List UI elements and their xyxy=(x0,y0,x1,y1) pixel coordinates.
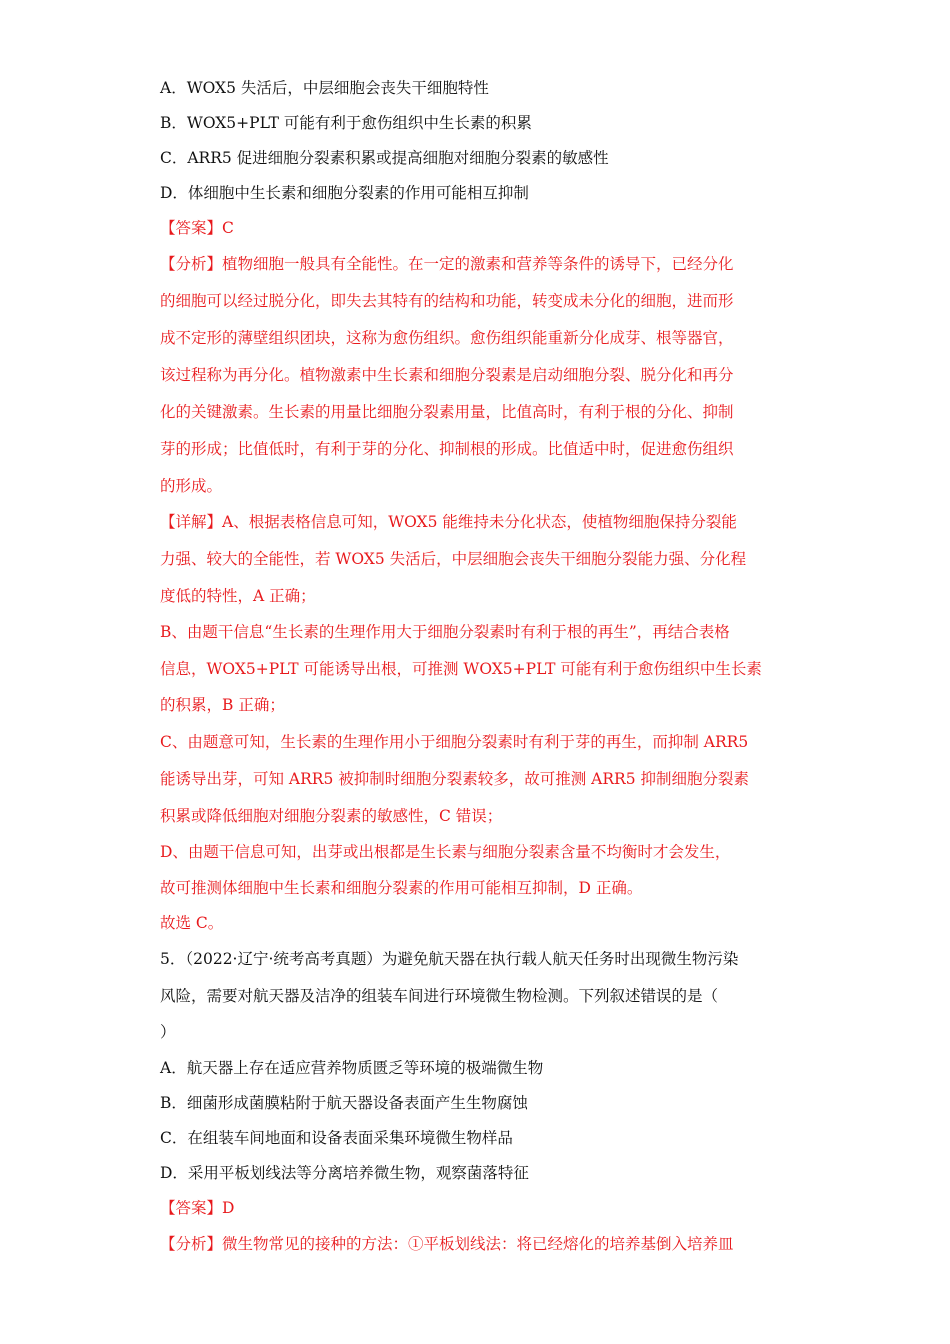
q4-option-a: A．WOX5 失活后，中层细胞会丧失干细胞特性 xyxy=(160,79,489,97)
q5-answer: 【答案】D xyxy=(160,1199,235,1217)
q4-detail-line: D、由题干信息可知，出芽或出根都是生长素与细胞分裂素含量不均衡时才会发生， xyxy=(160,843,731,861)
q5-option-c: C．在组装车间地面和设备表面采集环境微生物样品 xyxy=(160,1129,513,1147)
q5-option-a: A．航天器上存在适应营养物质匮乏等环境的极端微生物 xyxy=(160,1059,544,1077)
q4-detail-line: C、由题意可知，生长素的生理作用小于细胞分裂素时有利于芽的再生，而抑制 ARR5 xyxy=(160,733,749,751)
q4-analysis-line: 成不定形的薄壁组织团块，这称为愈伤组织。愈伤组织能重新分化成芽、根等器官， xyxy=(160,329,734,347)
q4-analysis-line: 芽的形成；比值低时，有利于芽的分化、抑制根的形成。比值适中时，促进愈伤组织 xyxy=(160,440,734,458)
q4-analysis-line: 的细胞可以经过脱分化，即失去其特有的结构和功能，转变成未分化的细胞，进而形 xyxy=(160,292,734,310)
q4-detail-line: 力强、较大的全能性，若 WOX5 失活后，中层细胞会丧失干细胞分裂能力强、分化程 xyxy=(160,550,747,568)
q4-analysis-line: 【分析】植物细胞一般具有全能性。在一定的激素和营养等条件的诱导下，已经分化 xyxy=(160,255,734,273)
q5-analysis-line: 【分析】微生物常见的接种的方法：①平板划线法：将已经熔化的培养基倒入培养皿 xyxy=(160,1235,734,1253)
q4-option-d: D．体细胞中生长素和细胞分裂素的作用可能相互抑制 xyxy=(160,184,529,202)
q4-detail-line: 的积累，B 正确； xyxy=(160,696,285,714)
q4-detail-line: B、由题干信息“生长素的生理作用大于细胞分裂素时有利于根的再生”，再结合表格 xyxy=(160,623,730,641)
q5-stem-line: 风险，需要对航天器及洁净的组装车间进行环境微生物检测。下列叙述错误的是（ xyxy=(160,987,719,1005)
q5-option-b: B．细菌形成菌膜粘附于航天器设备表面产生生物腐蚀 xyxy=(160,1094,528,1112)
q4-detail-line: 【详解】A、根据表格信息可知，WOX5 能维持未分化状态，使植物细胞保持分裂能 xyxy=(160,513,737,531)
q5-stem-line: ） xyxy=(160,1023,176,1041)
q4-analysis-line: 的形成。 xyxy=(160,477,223,495)
q4-detail-line: 积累或降低细胞对细胞分裂素的敏感性，C 错误； xyxy=(160,807,503,825)
q4-detail-line: 能诱导出芽，可知 ARR5 被抑制时细胞分裂素较多，故可推测 ARR5 抑制细胞分裂素 xyxy=(160,770,750,788)
q4-option-c: C．ARR5 促进细胞分裂素积累或提高细胞对细胞分裂素的敏感性 xyxy=(160,149,609,167)
q4-answer: 【答案】C xyxy=(160,219,234,237)
q4-detail-line: 故可推测体细胞中生长素和细胞分裂素的作用可能相互抑制，D 正确。 xyxy=(160,879,643,897)
q5-option-d: D．采用平板划线法等分离培养微生物，观察菌落特征 xyxy=(160,1164,529,1182)
q5-stem-line: 5．（2022·辽宁·统考高考真题）为避免航天器在执行载人航天任务时出现微生物污染 xyxy=(160,950,739,968)
q4-detail-line: 度低的特性，A 正确； xyxy=(160,587,316,605)
q4-analysis-line: 该过程称为再分化。植物激素中生长素和细胞分裂素是启动细胞分裂、脱分化和再分 xyxy=(160,366,734,384)
q4-detail-line: 信息，WOX5+PLT 可能诱导出根，可推测 WOX5+PLT 可能有利于愈伤组织中生长素 xyxy=(160,660,762,678)
q4-conclusion: 故选 C。 xyxy=(160,914,224,932)
q4-option-b: B．WOX5+PLT 可能有利于愈伤组织中生长素的积累 xyxy=(160,114,532,132)
q4-analysis-line: 化的关键激素。生长素的用量比细胞分裂素用量，比值高时，有利于根的分化、抑制 xyxy=(160,403,734,421)
